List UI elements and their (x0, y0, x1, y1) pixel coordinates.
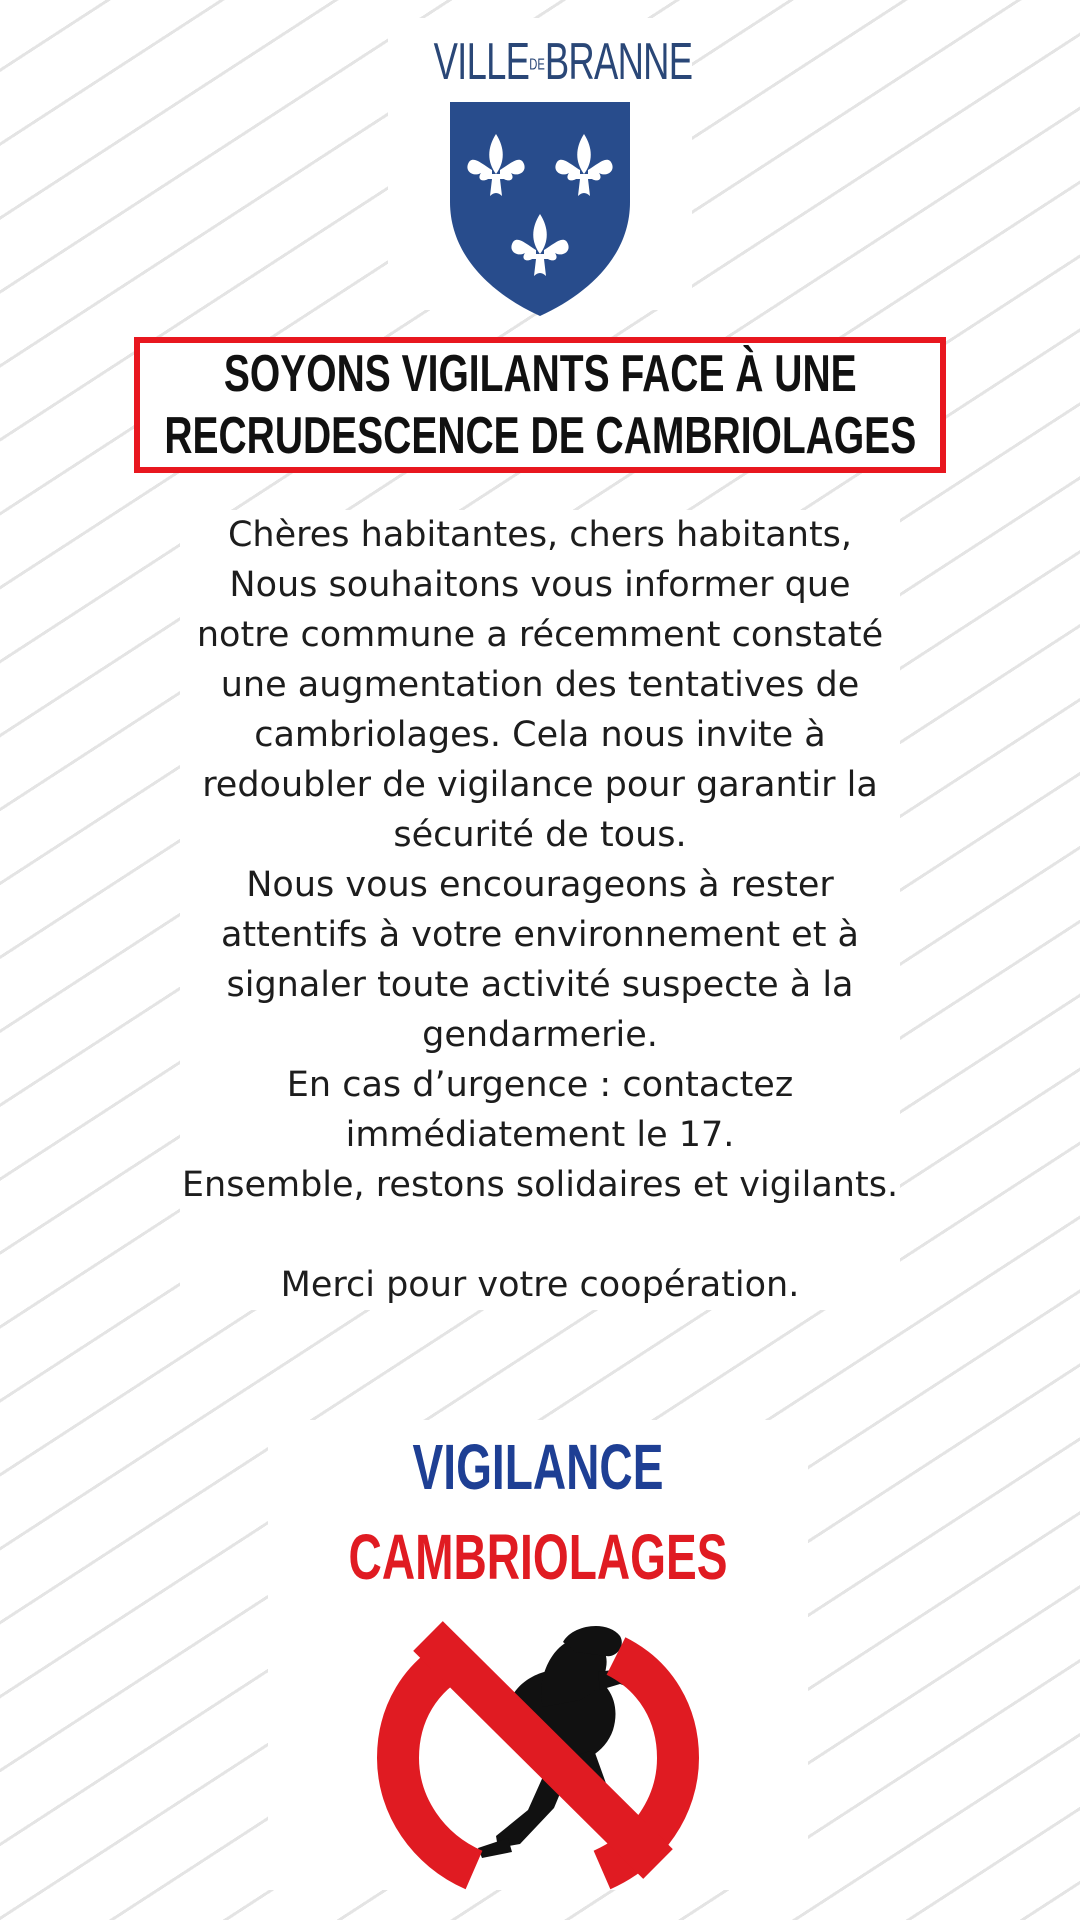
closing-thanks: Merci pour votre coopération. (280, 1265, 800, 1305)
message-body (180, 510, 900, 1310)
poster-title-cambriolages: CAMBRIOLAGES (348, 1521, 728, 1593)
town-particle: DE (529, 56, 545, 74)
paragraph-encouragement: Nous vous encourageons à rester attentifs à votre environnement et à signaler toute activité suspecte à la gendarmerie. (220, 865, 859, 1055)
town-prefix: VILLE (433, 33, 530, 91)
paragraph-solidarity: Ensemble, restons solidaires et vigilants. (181, 1165, 899, 1205)
vigilance-poster (268, 1420, 808, 1890)
headline-box (134, 337, 946, 473)
headline-line-2: RECRUDESCENCE DE CAMBRIOLAGES (164, 407, 916, 465)
paragraph-spacer (180, 1210, 900, 1260)
page-title (164, 343, 916, 467)
paragraph-information: Nous souhaitons vous informer que notre commune a récemment constaté une augmentation des tentatives de cambriolages. Cela nous invite à redoubler de vigilance pour garantir la sécurité de tous. (196, 565, 884, 855)
paragraph-emergency: En cas d’urgence : contactez immédiatement le 17. (286, 1065, 794, 1155)
greeting: Chères habitantes, chers habitants, (227, 515, 853, 555)
poster-title-vigilance: VIGILANCE (412, 1431, 664, 1503)
headline-line-1: SOYONS VIGILANTS FACE À UNE (223, 345, 857, 403)
town-name-text: BRANNE (544, 33, 693, 91)
coat-of-arms-icon (446, 98, 634, 320)
no-burglar-icon (358, 1612, 718, 1890)
town-name (433, 32, 693, 92)
town-logo (388, 18, 692, 310)
